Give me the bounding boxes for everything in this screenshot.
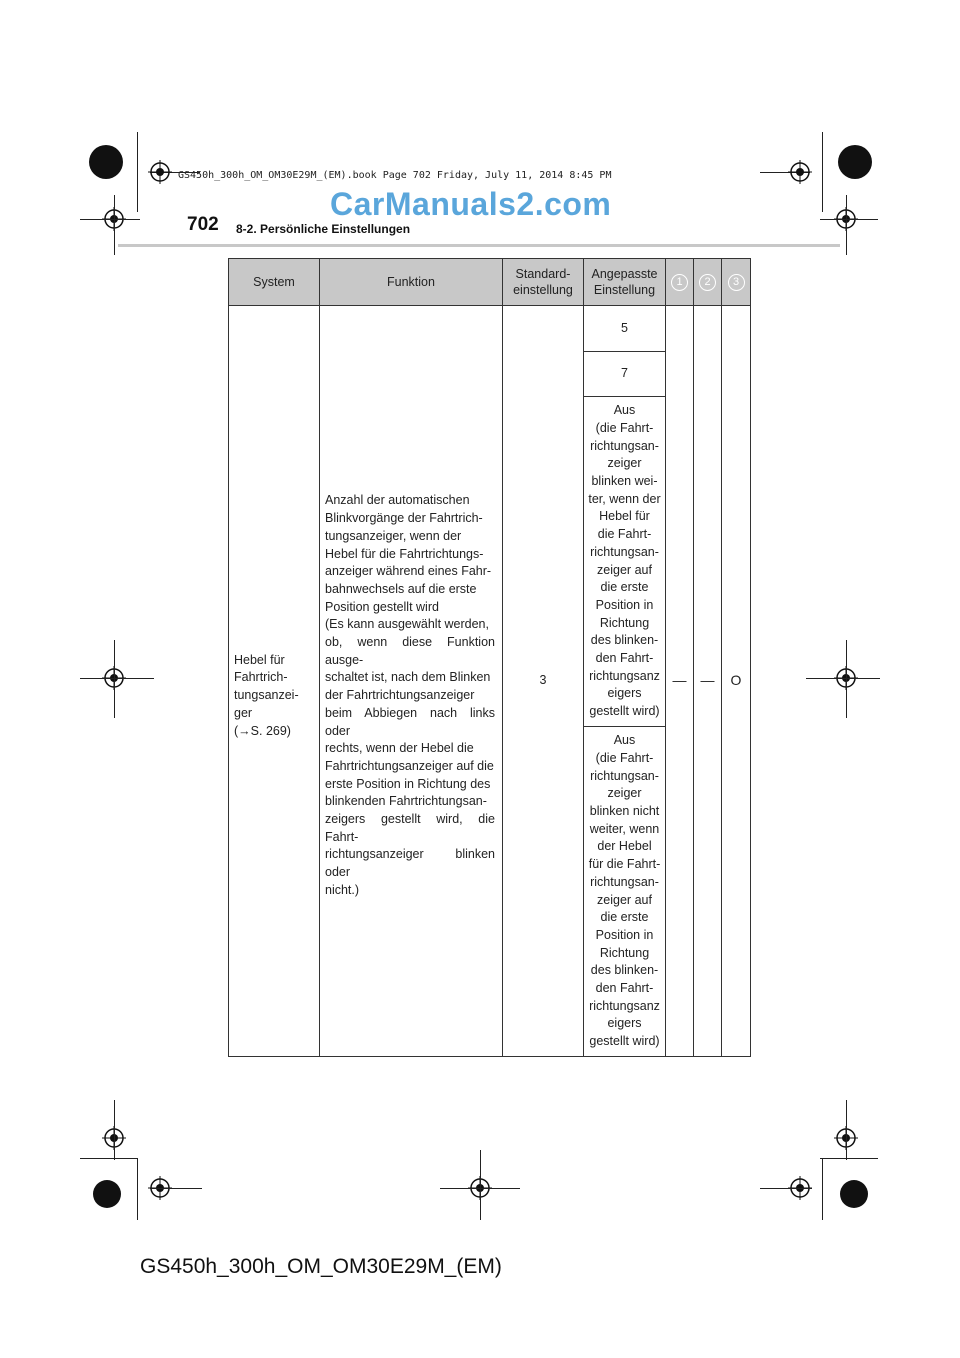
registration-target-icon (788, 160, 812, 184)
header-function: Funktion (320, 259, 503, 306)
header-default (503, 259, 584, 306)
header-col-3 (722, 259, 751, 306)
page-number: 702 (187, 214, 219, 235)
cell-option-7: 7 (584, 352, 666, 397)
header-system: System (229, 259, 320, 306)
table-header-row (229, 259, 751, 306)
header-col-2 (694, 259, 722, 306)
header-default-line2: einstellung (513, 283, 573, 297)
cell-option-off-continue: Aus (die Fahrt- richtungsan- zeiger blinken wei- ter, wenn der Hebel für die Fahrt- richtungsan- zeiger auf die erste Position in Richtung des blinken- den Fahrt- richtungsanz eigers gestellt wird) (584, 397, 666, 727)
settings-table (228, 258, 751, 1057)
cell-mark-3: O (722, 306, 751, 1057)
print-header: GS450h_300h_OM_OM30E29M_(EM).book Page 702 Friday, July 11, 2014 8:45 PM (178, 170, 612, 181)
cell-system: Hebel für Fahrtrich- tungsanzei- ger (→S. 269) (229, 306, 320, 1057)
cell-default: 3 (503, 306, 584, 1057)
registration-burst-icon (93, 1180, 121, 1208)
circled-number-icon: 3 (728, 274, 745, 291)
registration-target-icon (148, 160, 172, 184)
circled-number-icon: 2 (699, 274, 716, 291)
section-title: 8-2. Persönliche Einstellungen (236, 222, 411, 236)
registration-burst-icon (840, 1180, 868, 1208)
cell-mark-1: — (666, 306, 694, 1057)
header-col-1 (666, 259, 694, 306)
registration-burst-icon (89, 145, 123, 179)
watermark-logo: CarManuals2.com (330, 186, 612, 222)
registration-burst-icon (838, 145, 872, 179)
cell-option-5: 5 (584, 306, 666, 352)
footer-code: GS450h_300h_OM_OM30E29M_(EM) (140, 1255, 502, 1278)
header-custom-line2: Einstellung (593, 283, 656, 297)
header-custom-line1: Angepasste (591, 267, 658, 281)
header-custom (584, 259, 666, 306)
circled-number-icon: 1 (671, 274, 688, 291)
table-row (229, 306, 751, 352)
header-default-line1: Standard- (515, 267, 571, 281)
header-rule (118, 244, 840, 247)
cell-mark-2: — (694, 306, 722, 1057)
cell-option-off-stop: Aus (die Fahrt- richtungsan- zeiger blinken nicht weiter, wenn der Hebel für die Fahrt- richtungsan- zeiger auf die erste Position in Richtung des blinken- den Fahrt- richtungsanz eigers gestellt wird) (584, 727, 666, 1057)
cell-function: Anzahl der automatischen Blinkvorgänge der Fahrtrich- tungsanzeiger, wenn der Hebel für die Fahrtrichtungs- anzeiger während eines Fahr- bahnwechsels auf die erste Position gestellt wird (Es kann ausgewählt werden, ob, wenn diese Funktion ausge- schaltet ist, nach dem Blinken der Fahrtrichtungsanzeiger beim Abbiegen nach links oder rechts, wenn der Hebel die Fahrtrichtungsanzeiger auf die erste Position in Richtung des blinkenden Fahrtrichtungsan- zeigers gestellt wird, die Fahrt- richtungsanzeiger blinken oder nicht.) (320, 306, 503, 1057)
